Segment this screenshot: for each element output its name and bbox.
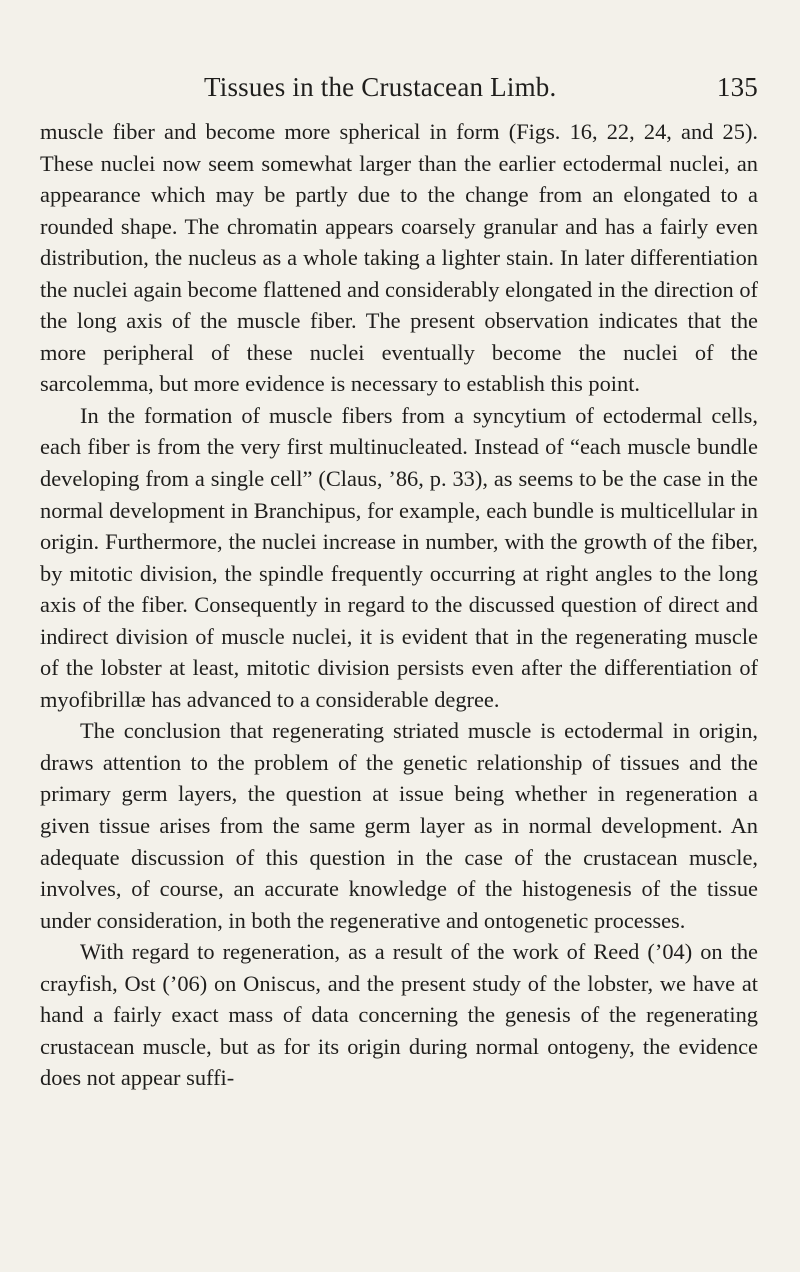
running-title: Tissues in the Crustacean Limb.	[204, 72, 557, 102]
page-number: 135	[716, 72, 758, 102]
paragraph: In the formation of muscle fibers from a syncytium of ectodermal cells, each fiber is from the very first multinucleated. Instead of “each muscle bundle developing from a single cell” (Claus, ’86, p. 33), as seems to be the case in the normal development in Branchipus, for example, each bundle is multicellular in origin. Furthermore, the nuclei increase in number, with the growth of the fiber, by mitotic division, the spindle frequently occurring at right angles to the long axis of the fiber. Consequently in regard to the discussed question of direct and indirect division of muscle nuclei, it is evident that in the regenerating muscle of the lobster at least, mitotic division persists even after the differentiation of myofibrillæ has advanced to a considerable degree.	[40, 402, 758, 712]
paragraph-continued: muscle fiber and become more spherical in form (Figs. 16, 22, 24, and 25). These nuclei now seem somewhat larger than the earlier ectodermal nuclei, an appearance which may be partly due to the change from an elongated to a rounded shape. The chromatin appears coarsely granular and has a fairly even distribution, the nucleus as a whole taking a lighter stain. In later differentiation the nuclei again become flattened and considerably elongated in the direction of the long axis of the muscle fiber. The present observation indicates that the more peripheral of these nuclei eventually become the nuclei of the sarcolemma, but more evidence is necessary to establish this point.	[40, 119, 758, 397]
paragraph: With regard to regeneration, as a result of the work of Reed (’04) on the crayfish, Ost (’06) on Oniscus, and the present study of the lobster, we have at hand a fairly exact mass of data concerning the genesis of the regenerating crustacean muscle, but as for its origin during normal ontogeny, the evidence does not appear suffi-	[40, 939, 758, 1091]
paragraph: The conclusion that regenerating striated muscle is ectodermal in origin, draws attention to the problem of the genetic relationship of tissues and the primary germ layers, the question at issue being whether in regeneration a given tissue arises from the same germ layer as in normal development. An adequate discussion of this question in the case of the crustacean muscle, involves, of course, an accurate knowledge of the histogenesis of the tissue under consideration, in both the regenerative and ontogenetic processes.	[40, 718, 758, 933]
body-text	[40, 116, 758, 1094]
